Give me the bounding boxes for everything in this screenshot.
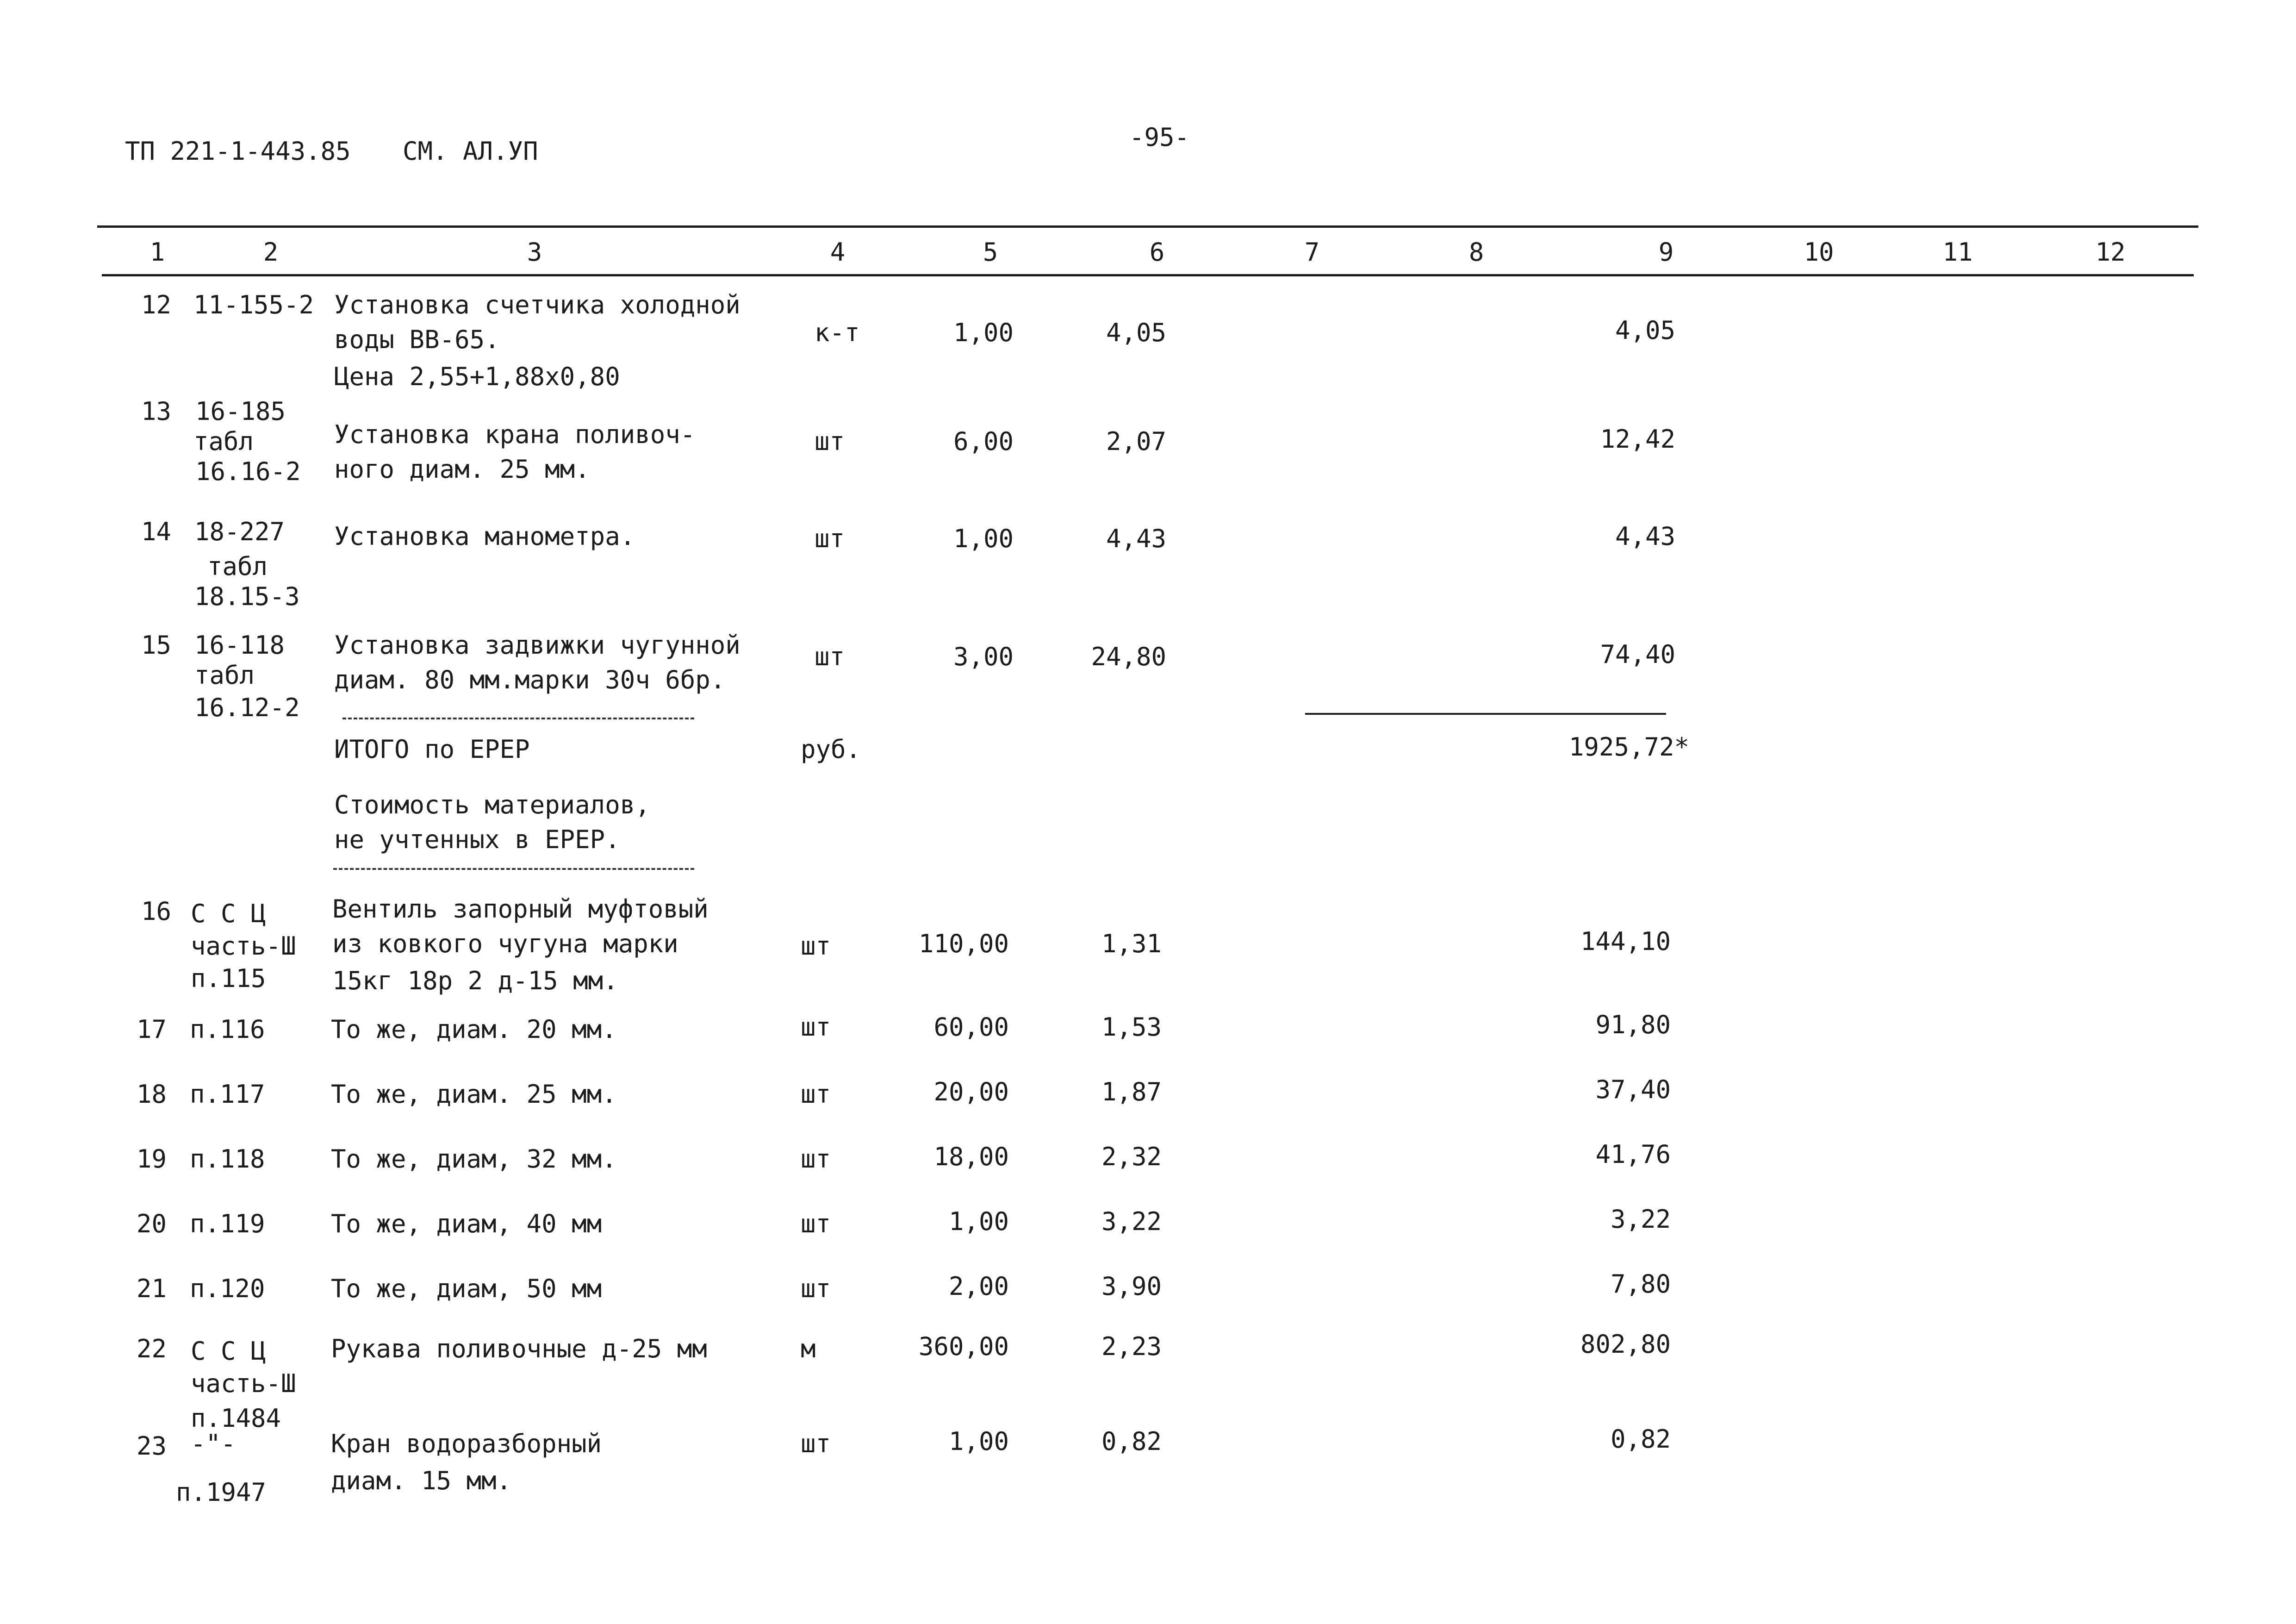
column-header: 8 [1468,237,1484,267]
row-number: 23 [136,1431,167,1461]
code-line: табл [207,552,268,581]
code-line: 18.15-3 [194,582,300,611]
column-header: 10 [1804,237,1834,267]
album-reference: СМ. АЛ.УП [403,137,538,166]
total-cell: 91,80 [1595,1010,1671,1039]
price-cell: 1,31 [1101,929,1162,958]
column-header: 4 [830,237,846,267]
total-cell: 4,05 [1615,316,1675,345]
price-cell: 24,80 [1091,642,1166,671]
row-number: 22 [136,1334,167,1363]
unit-cell: шт [801,1012,831,1042]
quantity-cell: 3,00 [953,642,1014,671]
code-line: п.116 [190,1015,265,1044]
price-cell: 4,43 [1106,524,1166,553]
code-line: часть-Ш [191,931,296,961]
code-line: 16-185 [195,397,286,426]
description-line: То же, диам. 25 мм. [331,1080,617,1109]
row-number: 21 [136,1274,167,1303]
total-cell: 3,22 [1610,1205,1671,1234]
quantity-cell: 6,00 [953,427,1014,456]
total-cell: 74,40 [1600,640,1675,669]
description-line: диам. 80 мм.марки 30ч 6бр. [334,665,726,694]
description-line: ИТОГО по ЕРЕР [334,735,530,764]
total-cell: 7,80 [1610,1269,1671,1299]
unit-cell: к-т [815,318,860,347]
description-line: Установка счетчика холодной [334,290,740,319]
description-line: ного диам. 25 мм. [334,455,590,484]
unit-cell: шт [801,1429,831,1458]
code-line: п.1947 [176,1478,267,1507]
quantity-cell: 20,00 [933,1077,1009,1106]
unit-cell: шт [801,1209,831,1238]
dashed-divider [342,718,694,719]
description-line: То же, диам, 40 мм [331,1209,602,1238]
price-cell: 2,32 [1101,1142,1162,1171]
price-cell: 2,07 [1106,427,1166,456]
description-line: воды ВВ-65. [334,325,500,354]
column-header: 6 [1149,237,1165,267]
quantity-cell: 1,00 [953,524,1014,553]
code-line: п.119 [190,1209,265,1238]
description-line: 15кг 18р 2 д-15 мм. [332,966,618,995]
unit-cell: шт [815,524,845,553]
total-cell: 41,76 [1595,1140,1671,1169]
row-number: 15 [141,631,171,660]
price-cell: 3,22 [1101,1207,1162,1236]
column-header: 9 [1658,237,1674,267]
unit-cell: шт [801,1144,831,1174]
total-cell: 37,40 [1595,1075,1671,1104]
code-line: п.117 [190,1080,265,1109]
description-line: диам. 15 мм. [331,1466,512,1495]
unit-cell: шт [815,642,845,671]
row-number: 20 [136,1209,167,1238]
document-code: ТП 221-1-443.85 [125,137,351,166]
description-line: не учтенных в ЕРЕР. [334,825,620,854]
description-line: Установка задвижки чугунной [334,631,740,660]
column-header: 2 [263,237,279,267]
quantity-cell: 1,00 [953,318,1014,347]
total-cell: 1925,72* [1568,732,1689,762]
description-line: То же, диам. 20 мм. [331,1015,617,1044]
total-cell: 12,42 [1600,425,1675,454]
description-line: Установка манометра. [334,522,635,551]
total-cell: 0,82 [1610,1424,1671,1454]
description-line: То же, диам, 32 мм. [331,1144,617,1174]
column-header: 7 [1304,237,1320,267]
code-line: 11-155-2 [193,290,314,319]
unit-cell: руб. [801,735,861,764]
code-line: п.115 [191,964,266,993]
code-line: 16-118 [194,631,285,660]
row-number: 14 [141,517,171,546]
description-line: из ковкого чугуна марки [332,929,678,958]
quantity-cell: 60,00 [933,1012,1009,1042]
price-cell: 2,23 [1101,1332,1162,1361]
column-header: 5 [983,237,998,267]
code-line: С С Ц [191,899,266,928]
dashed-divider [333,868,694,870]
description-line: Цена 2,55+1,88х0,80 [334,362,620,391]
unit-cell: шт [801,931,831,961]
column-header: 1 [149,237,165,267]
description-line: То же, диам, 50 мм [331,1274,602,1303]
column-header: 12 [2095,237,2126,267]
code-line: п.1484 [191,1404,281,1433]
code-line: 16.12-2 [194,693,300,722]
subtotal-rule [1305,713,1666,715]
description-line: Рукава поливочные д-25 мм [331,1334,707,1363]
code-line: табл [194,661,255,690]
row-number: 17 [136,1015,167,1044]
price-cell: 0,82 [1101,1427,1162,1456]
code-line: 18-227 [194,517,285,546]
unit-cell: шт [801,1274,831,1303]
quantity-cell: 2,00 [948,1272,1009,1301]
code-line: С С Ц [191,1337,266,1366]
code-line: 16.16-2 [195,457,301,486]
quantity-cell: 18,00 [933,1142,1009,1171]
column-header: 11 [1942,237,1973,267]
unit-cell: шт [815,427,845,456]
quantity-cell: 1,00 [948,1427,1009,1456]
code-line: п.120 [190,1274,265,1303]
code-line: -"- [191,1429,236,1458]
description-line: Кран водоразборный [331,1429,602,1458]
code-line: п.118 [190,1144,265,1174]
price-cell: 1,87 [1101,1077,1162,1106]
total-cell: 4,43 [1615,522,1675,551]
price-cell: 1,53 [1101,1012,1162,1042]
unit-cell: м [801,1334,816,1363]
code-line: часть-Ш [191,1369,296,1398]
quantity-cell: 360,00 [918,1332,1009,1361]
row-number: 16 [141,897,171,926]
row-number: 12 [141,290,171,319]
quantity-cell: 1,00 [948,1207,1009,1236]
price-cell: 4,05 [1106,318,1166,347]
description-line: Вентиль запорный муфтовый [332,894,709,924]
page-number: -95- [1129,123,1190,152]
description-line: Стоимость материалов, [334,790,650,819]
total-cell: 144,10 [1580,927,1671,956]
code-line: табл [193,427,254,456]
row-number: 19 [136,1144,167,1174]
quantity-cell: 110,00 [918,929,1009,958]
table-header-rule [102,274,2194,276]
price-cell: 3,90 [1101,1272,1162,1301]
table-top-rule [97,225,2198,228]
total-cell: 802,80 [1580,1330,1671,1359]
description-line: Установка крана поливоч- [334,420,696,449]
row-number: 13 [141,397,171,426]
column-header: 3 [527,237,542,267]
row-number: 18 [136,1080,167,1109]
unit-cell: шт [801,1080,831,1109]
